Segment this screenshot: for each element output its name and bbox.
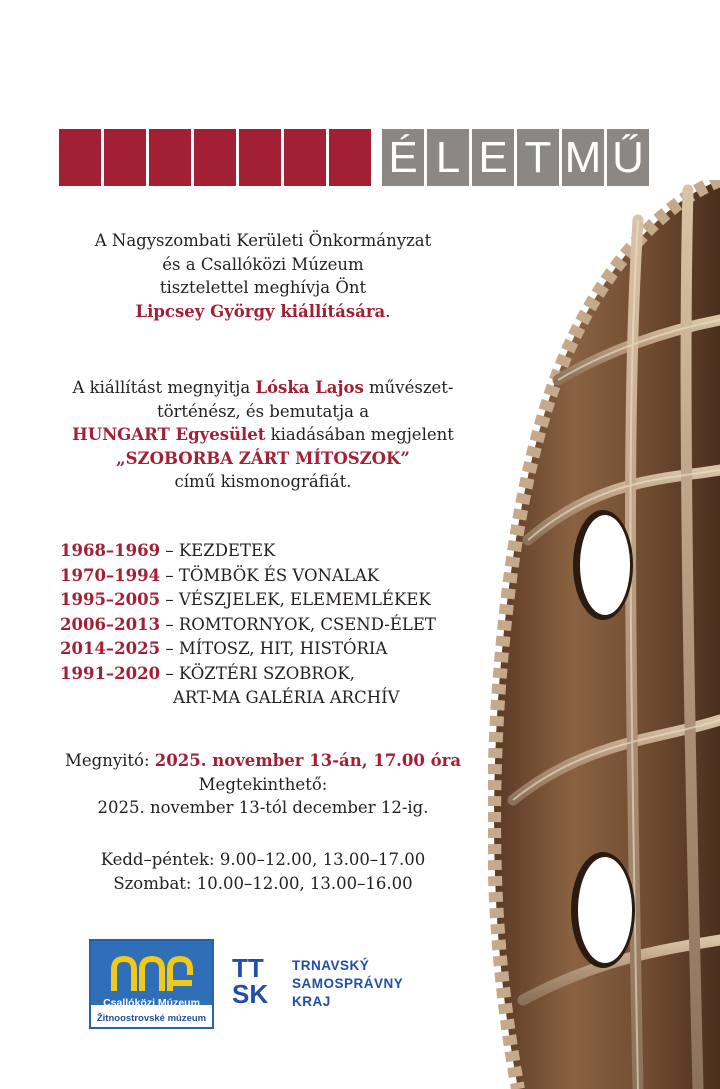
- title-letter: P: [149, 129, 191, 186]
- opening-line: A kiállítást megnyitja Lóska Lajos művészet-: [72, 378, 454, 397]
- exhibition-title: [59, 129, 649, 186]
- exhibition-name: Lipcsey György kiállítására: [135, 301, 386, 321]
- period-item-continued: ART-MA GALÉRIA ARCHÍV: [173, 688, 400, 707]
- invite-line: és a Csallóközi Múzeum: [162, 254, 364, 274]
- ttsk-text: TRNAVSKÝ SAMOSPRÁVNY KRAJ: [292, 958, 404, 1009]
- viewing-label: Megtekinthető:: [198, 774, 328, 794]
- title-letter: C: [194, 129, 236, 186]
- sculpture-photo: [488, 180, 720, 1089]
- museum-subname: Žitnoostrovské múzeum: [96, 1013, 207, 1024]
- publisher-name: HUNGART Egyesület: [72, 425, 266, 444]
- title-letter: É: [382, 129, 424, 186]
- museum-name: Csallóközi Múzeum: [103, 997, 200, 1009]
- period-item: 1991–2020 – KÖZTÉRI SZOBROK,: [60, 663, 355, 683]
- period-item: 2014–2025 – MÍTOSZ, HIT, HISTÓRIA: [60, 639, 388, 658]
- opening-date: Megnyitó: 2025. november 13-án, 17.00 óra: [64, 751, 462, 770]
- invite-line: tisztelettel meghívja Önt: [159, 278, 367, 297]
- invite-line: A Nagyszombati Kerületi Önkormányzat: [94, 231, 432, 250]
- opening-line: című kismonográfiát.: [174, 472, 352, 491]
- period-item: 1970–1994 – TÖMBÖK ÉS VONALAK: [60, 565, 380, 585]
- title-letter: E: [472, 129, 514, 186]
- period-item: 1968–1969 – KEZDETEK: [60, 541, 276, 560]
- book-title: „SZOBORBA ZÁRT MÍTOSZOK”: [116, 448, 410, 468]
- title-letter: E: [284, 129, 326, 186]
- title-letter: T: [517, 129, 559, 186]
- opening-line: HUNGART Egyesület kiadásában megjelent: [72, 425, 454, 444]
- invite-line: Lipcsey György kiállítására.: [135, 301, 391, 321]
- speaker-name: Lóska Lajos: [255, 378, 364, 397]
- opening-hours: [48, 848, 478, 895]
- title-letter: Ű: [607, 129, 649, 186]
- dates-text: [48, 749, 478, 820]
- hours-weekdays: Kedd–péntek: 9.00–12.00, 13.00–17.00: [100, 850, 426, 869]
- title-letter: L: [427, 129, 469, 186]
- ttsk-mark: TT SK: [232, 953, 269, 1009]
- hours-saturday: Szombat: 10.00–12.00, 13.00–16.00: [113, 873, 413, 893]
- period-item: 2006–2013 – ROMTORNYOK, CSEND-ÉLET: [60, 614, 436, 634]
- invitation-text: [48, 229, 478, 323]
- period-item: 1995–2005 – VÉSZJELEK, ELEMEMLÉKEK: [60, 590, 431, 609]
- viewing-range: 2025. november 13-tól december 12-ig.: [97, 798, 429, 817]
- title-letter: Y: [329, 129, 371, 186]
- museum-logo: [89, 939, 214, 1029]
- title-letter: L: [59, 129, 101, 186]
- museum-arches-icon: [110, 953, 194, 993]
- title-letter: M: [562, 129, 604, 186]
- title-letter: I: [104, 129, 146, 186]
- opening-line: történész, és bemutatja a: [156, 401, 370, 421]
- opening-text: [48, 376, 478, 494]
- periods-list: [60, 539, 480, 711]
- title-letter: S: [239, 129, 281, 186]
- ttsk-logo: [232, 955, 442, 1017]
